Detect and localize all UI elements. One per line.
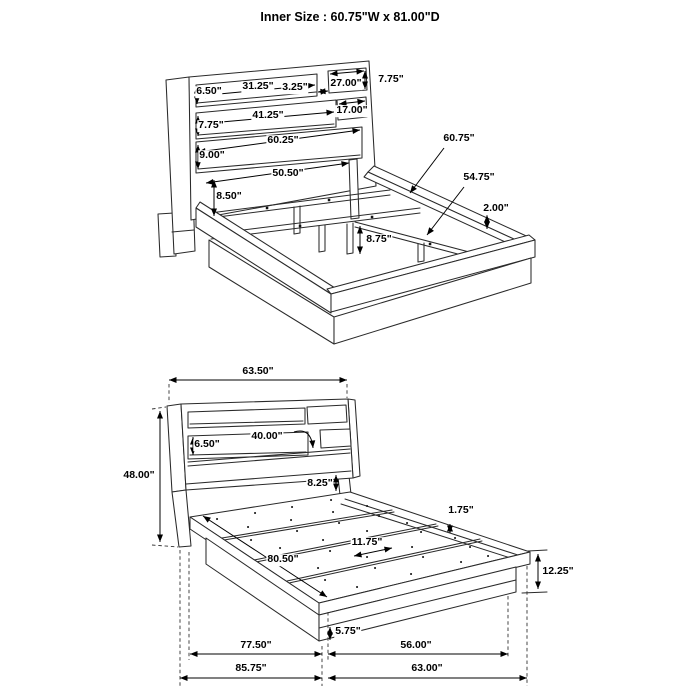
dim-platform-side-width: 56.00" xyxy=(400,639,432,652)
dim-frame-middle-cubby-width: 41.25" xyxy=(252,109,284,122)
dim-frame-bottom-panel-height: 9.00" xyxy=(199,149,225,162)
dim-frame-base-panel-width: 50.50" xyxy=(272,167,304,180)
page-title: Inner Size : 60.75"W x 81.00"D xyxy=(260,10,440,24)
dim-platform-length: 77.50" xyxy=(240,639,272,652)
dim-platform-slat-spacing: 11.75" xyxy=(351,536,383,549)
platform-headboard-left-leg xyxy=(172,490,191,547)
dim-frame-inner-rail-length: 54.75" xyxy=(463,171,495,184)
frame-headboard-center-leg xyxy=(349,159,359,219)
dim-frame-bottom-panel-width: 60.25" xyxy=(267,134,299,147)
dim-frame-top-cubby-width: 31.25" xyxy=(242,80,274,93)
dim-frame-middle-section-height: 7.75" xyxy=(198,119,224,132)
dim-frame-inner-width: 60.75" xyxy=(443,132,475,145)
dim-platform-headboard-width: 63.50" xyxy=(242,365,274,378)
dim-platform-headboard-to-deck: 8.25" xyxy=(307,477,333,490)
dim-platform-shelf-opening-width: 40.00" xyxy=(251,430,283,443)
dim-platform-rail-lip-height: 1.75" xyxy=(448,504,474,517)
platform-view-drawing xyxy=(152,380,547,686)
dim-frame-top-section-height: 7.75" xyxy=(378,73,404,86)
dim-frame-support-height: 8.75" xyxy=(366,233,392,246)
dim-frame-rail-top-width: 2.00" xyxy=(483,202,509,215)
dim-platform-overall-height: 48.00" xyxy=(123,469,155,482)
frame-far-rail xyxy=(368,166,535,246)
dim-frame-divider-width: 3.25" xyxy=(282,81,308,94)
dim-frame-top-right-cubby-width: 27.00" xyxy=(330,77,362,90)
dim-frame-top-cubby-height: 6.50" xyxy=(196,85,222,98)
platform-top-shelf xyxy=(188,408,305,428)
dim-platform-corner-height: 12.25" xyxy=(542,565,574,578)
dim-platform-overall-length: 85.75" xyxy=(235,662,267,675)
dim-platform-overall-width: 63.00" xyxy=(411,662,443,675)
dim-frame-base-panel-height: 8.50" xyxy=(216,190,242,203)
dim-platform-base-front-height: 5.75" xyxy=(335,625,361,638)
platform-middle-right-cubby xyxy=(320,429,351,448)
dim-frame-middle-right-cubby-width: 17.00" xyxy=(336,104,368,117)
dim-platform-shelf-opening-height: 6.50" xyxy=(194,438,220,451)
platform-top-right-box xyxy=(307,405,347,424)
dim-platform-deck-length: 80.50" xyxy=(267,553,299,566)
